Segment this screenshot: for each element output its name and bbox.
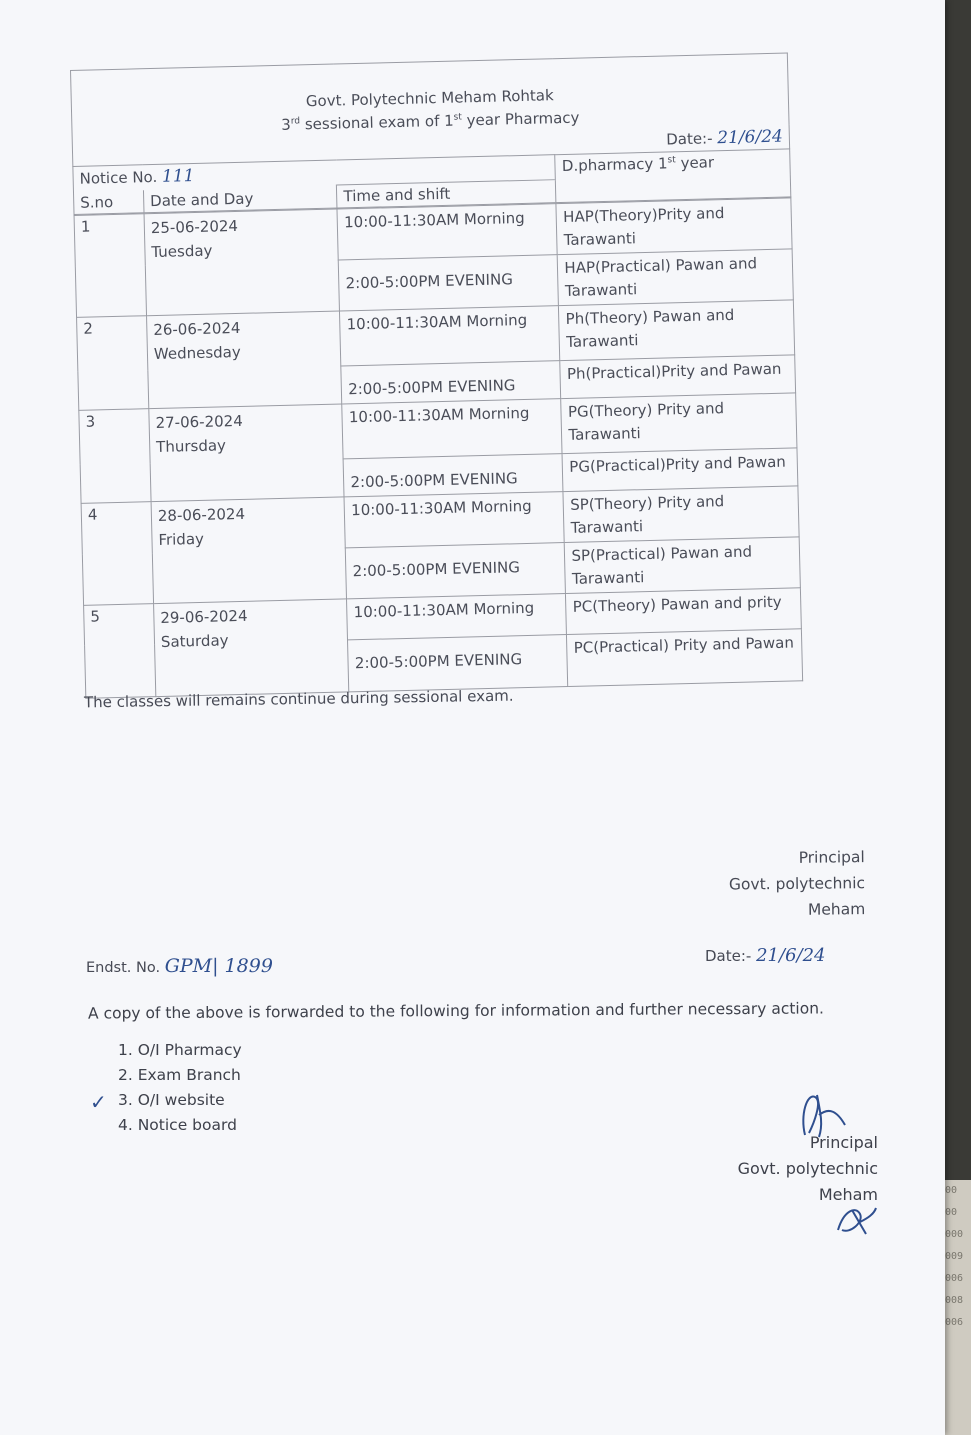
principal-signature-block: Principal Govt. polytechnic Meham [728,848,866,919]
col-time-shift: Time and shift [337,180,557,208]
schedule-body [74,197,804,698]
handwritten-endst-number: GPM| 1899 [164,955,273,977]
initial-icon [830,1200,880,1240]
time-shift-cell: 10:00-11:30AM Morning [344,492,564,548]
check-mark-icon: ✓ [90,1090,107,1114]
principal-signature-block-2: Principal Govt. polytechnic Meham [737,1133,878,1204]
time-shift-cell: 10:00-11:30AM Morning [342,399,562,459]
time-shift-cell: 2:00-5:00PM EVENING [341,360,561,404]
subject-cell: Ph(Theory) Pawan and Tarawanti [559,300,795,360]
sno-cell: 2 [77,316,149,411]
subject-cell: PG(Theory) Prity and Tarawanti [561,393,797,453]
time-shift-cell: 2:00-5:00PM EVENING [343,453,563,497]
exam-day: Tuesday [151,241,213,262]
date-day-cell [146,311,342,409]
background-paper-stack: 00 00 000 009 006 008 006 [905,1180,971,1435]
subject-cell: PG(Practical)Prity and Pawan [562,447,797,491]
exam-note: The classes will remains continue during sessional exam. [83,686,514,712]
subject-cell: HAP(Practical) Pawan and Tarawanti [558,249,794,306]
exam-schedule-sheet [70,52,814,670]
exam-date: 28-06-2024 [157,504,246,525]
endorsement-date: Date:- 21/6/24 [705,945,826,966]
col-date-day: Date and Day [143,185,337,213]
sno-cell: 1 [74,214,146,318]
exam-day: Wednesday [153,342,241,364]
handwritten-endst-date: 21/6/24 [756,945,826,966]
date-day-cell [151,497,347,604]
program-header: D.pharmacy 1st year [561,153,715,176]
exam-schedule-table [70,52,791,214]
subject-cell: HAP(Theory)Prity and Tarawanti [556,198,792,255]
initial-scrawl-icon [830,1200,880,1244]
time-shift-cell: 10:00-11:30AM Morning [347,594,567,640]
handwritten-date: 21/6/24 [717,126,784,149]
time-shift-cell: 10:00-11:30AM Morning [337,204,557,260]
subject-cell: SP(Theory) Prity and Tarawanti [563,486,799,543]
subject-cell: PC(Theory) Pawan and prity [566,588,801,634]
time-shift-cell: 10:00-11:30AM Morning [340,306,560,366]
sno-cell: 5 [84,604,156,699]
exam-day: Thursday [155,436,227,457]
list-item: 4. Notice board [118,1116,237,1134]
exam-date: 25-06-2024 [150,216,239,238]
sno-cell: 3 [79,409,151,504]
list-item: 3. O/I website [118,1091,225,1109]
forward-text: A copy of the above is forwarded to the following for information and further necessary action. [87,999,825,1023]
exam-date: 26-06-2024 [153,318,241,340]
date-day-cell [153,599,349,697]
time-shift-cell: 2:00-5:00PM EVENING [339,255,559,311]
exam-day: Saturday [160,631,229,651]
exam-title: 3rd sessional exam of 1st year Pharmacy [281,108,580,134]
subject-cell: PC(Practical) Prity and Pawan [567,628,803,686]
time-shift-cell: 2:00-5:00PM EVENING [348,634,568,692]
time-shift-cell: 2:00-5:00PM EVENING [346,543,566,599]
sno-cell: 4 [81,502,153,606]
notice-label: Notice No. [79,167,158,188]
list-item: 1. O/I Pharmacy [118,1041,242,1059]
recipient-list [118,1038,242,1138]
institution-name: Govt. Polytechnic Meham Rohtak [305,86,554,111]
list-item: 2. Exam Branch [118,1066,241,1084]
subject-cell: SP(Practical) Pawan and Tarawanti [565,537,801,594]
date-day-cell [144,209,340,316]
date-day-cell [149,404,345,502]
subject-cell: Ph(Practical)Prity and Pawan [560,354,795,398]
notice-number: 111 [161,165,195,187]
exam-day: Friday [158,529,205,549]
endorsement-number: Endst. No. GPM| 1899 [86,955,273,977]
date-label: Date:- [665,129,713,149]
exam-date: 27-06-2024 [155,411,243,433]
exam-date: 29-06-2024 [160,606,248,627]
col-sno: S.no [73,190,143,215]
